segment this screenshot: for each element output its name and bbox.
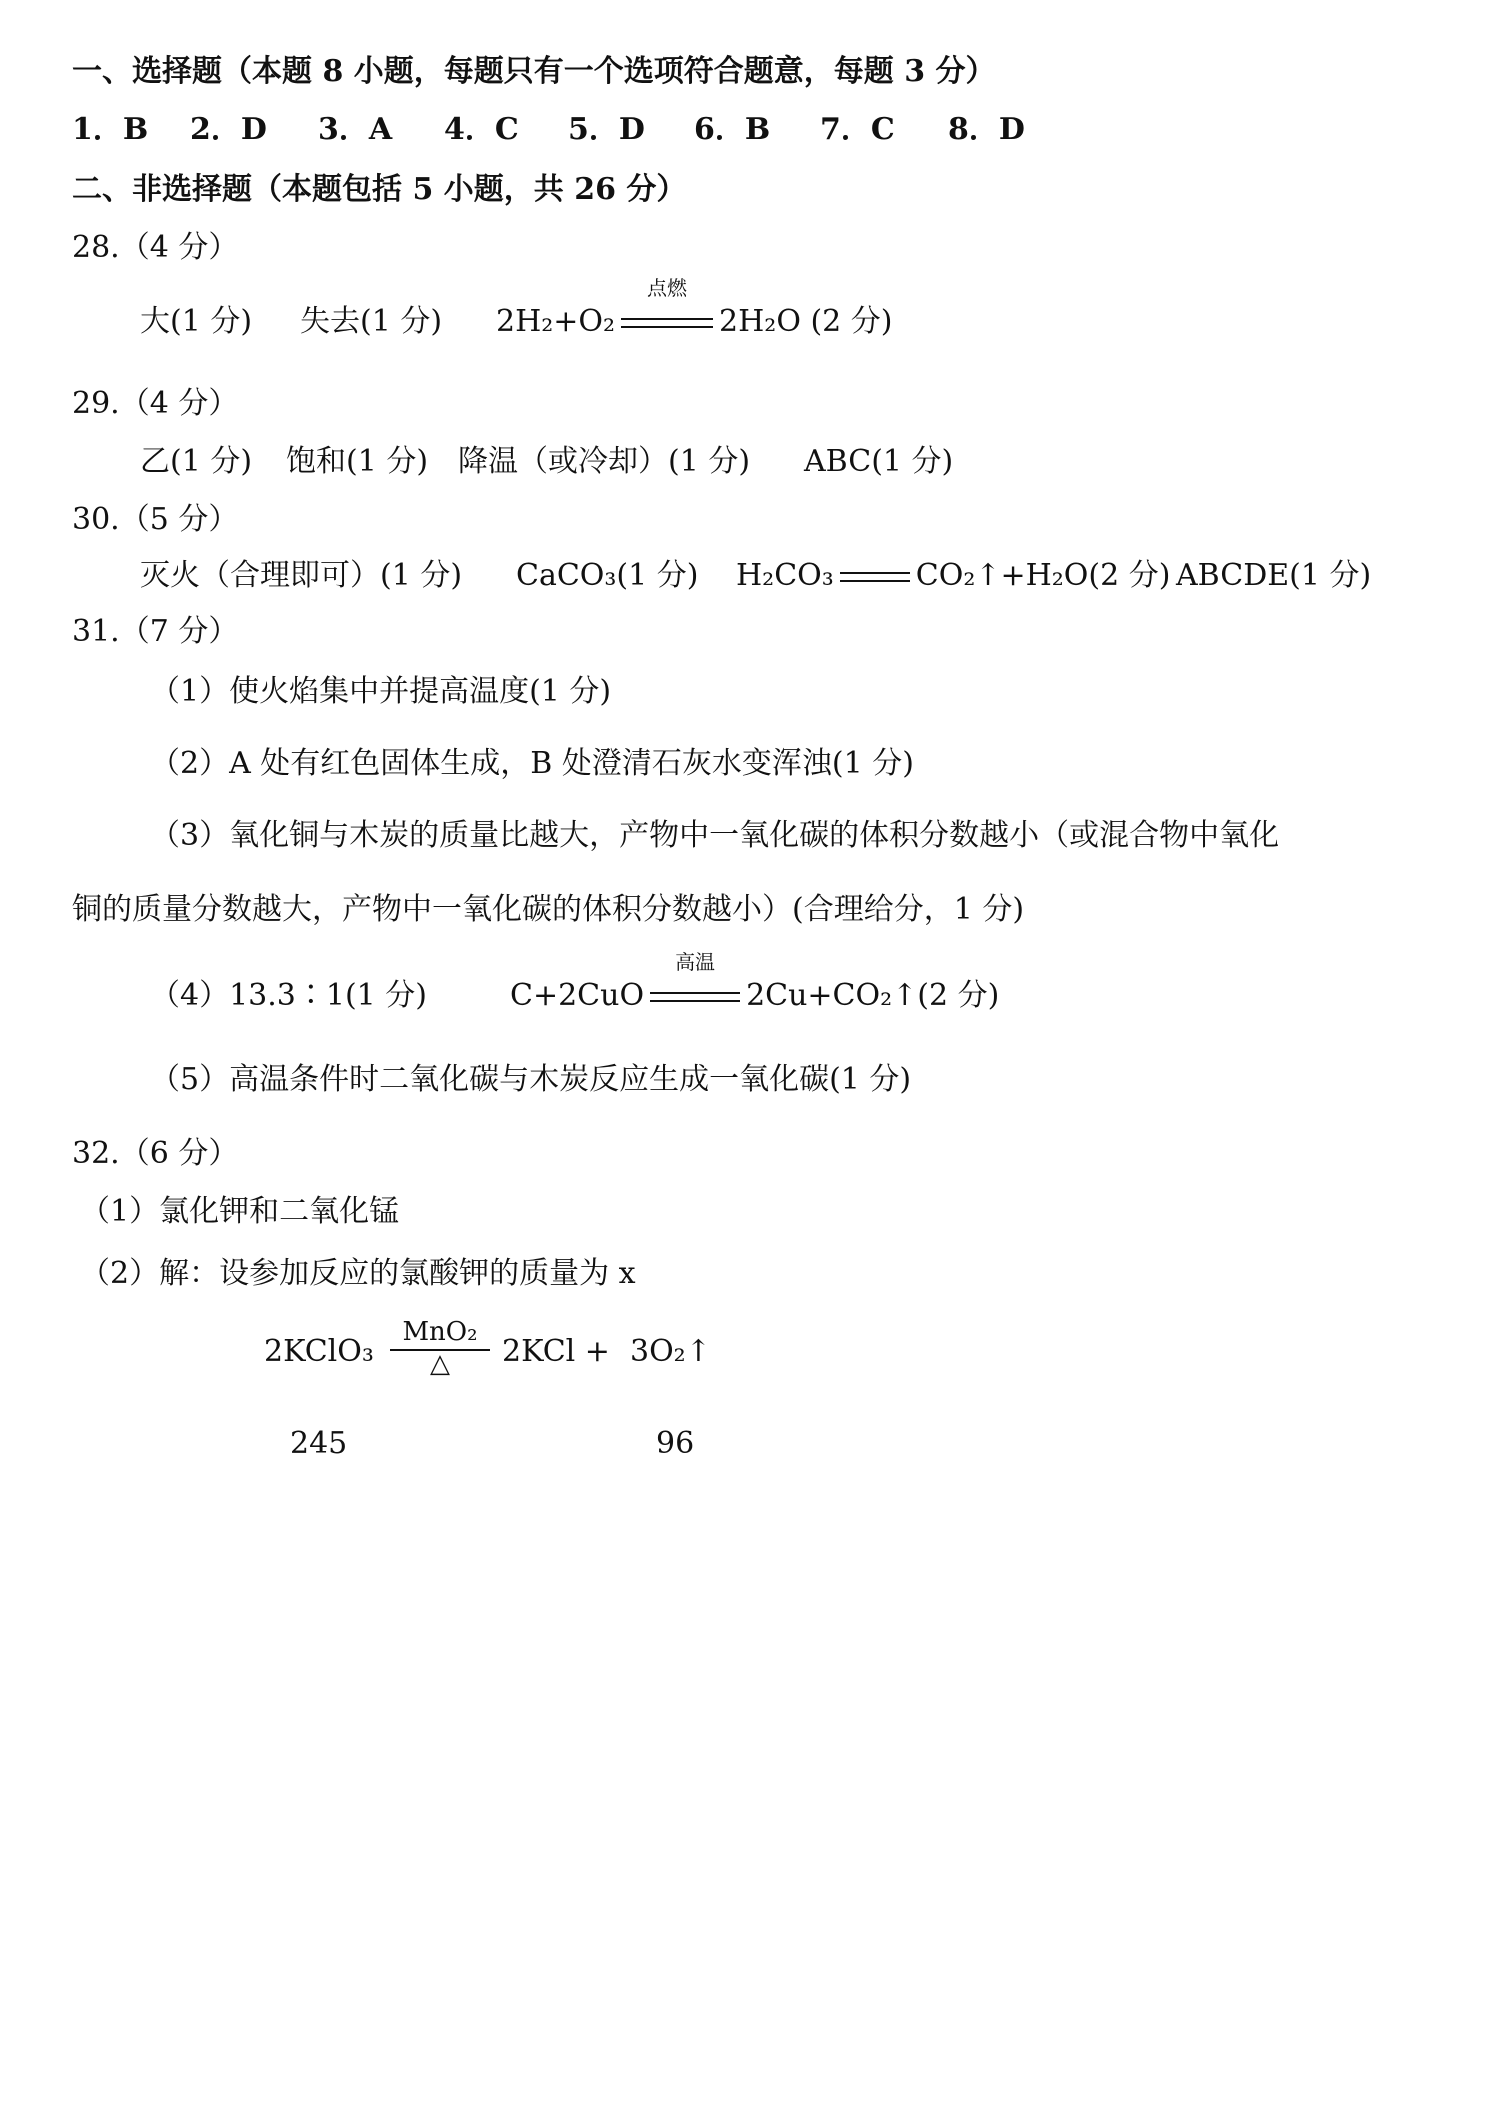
q30-equation	[736, 556, 1170, 596]
q31-part-4-ratio: （4）13.3∶1(1 分)	[150, 978, 428, 1013]
choice-answer-2: 2．D	[190, 112, 267, 147]
q31-eq-right: 2Cu+CO₂↑(2 分)	[746, 978, 1000, 1013]
section1-heading: 一、选择题（本题 8 小题，每题只有一个选项符合题意，每题 3 分）	[72, 54, 996, 89]
q32-eq-mid: 2KCl +	[502, 1334, 610, 1369]
q32-eq-catalyst: MnO₂	[402, 1317, 478, 1347]
q32-eq-left: 2KClO₃	[264, 1334, 374, 1369]
choice-answer-7: 7．C	[820, 112, 895, 147]
section2-heading: 二、非选择题（本题包括 5 小题，共 26 分）	[72, 172, 687, 207]
choice-answer-5: 5．D	[568, 112, 645, 147]
q31-part-3a: （3）氧化铜与木炭的质量比越大，产物中一氧化碳的体积分数越小（或混合物中氧化	[150, 818, 1280, 853]
q30-answer-1: 灭火（合理即可）(1 分)	[140, 558, 463, 593]
choice-answer-4: 4．C	[444, 112, 519, 147]
q28-eq-condition-arrow	[621, 276, 713, 342]
q32-mass-left: 245	[290, 1426, 348, 1461]
q29-answer-2: 饱和(1 分)	[286, 444, 429, 479]
q31-part-3b: 铜的质量分数越大，产物中一氧化碳的体积分数越小）(合理给分，1 分)	[72, 892, 1025, 927]
q31-label: 31.（7 分）	[72, 614, 239, 649]
q31-part-5: （5）高温条件时二氧化碳与木炭反应生成一氧化碳(1 分)	[150, 1062, 912, 1097]
q30-eq-left: H₂CO₃	[736, 558, 834, 593]
choice-answer-3: 3．A	[318, 112, 393, 147]
choice-answer-1: 1．B	[72, 112, 149, 147]
q30-label: 30.（5 分）	[72, 502, 239, 537]
q28-answers	[140, 276, 1040, 346]
q31-part-4-equation	[510, 950, 1000, 1016]
q31-eq-condition: 高温	[675, 950, 716, 974]
q28-eq-left: 2H₂+O₂	[496, 304, 616, 339]
double-line-icon	[840, 572, 910, 582]
q32-eq-condition	[382, 1318, 498, 1378]
q31-part-2: （2）A 处有红色固体生成，B 处澄清石灰水变浑浊(1 分)	[150, 746, 914, 781]
q32-eq-fraction	[390, 1318, 490, 1378]
q31-eq-left: C+2CuO	[510, 978, 645, 1013]
double-line-icon	[621, 318, 713, 328]
q30-eq-right: CO₂↑+H₂O(2 分)	[915, 558, 1171, 593]
q29-answer-4: ABC(1 分)	[804, 444, 954, 479]
q32-part-2: （2）解：设参加反应的氯酸钾的质量为 x	[80, 1256, 636, 1291]
q30-answers	[140, 556, 1400, 600]
q31-part-4	[150, 950, 1150, 1020]
q31-part-1: （1）使火焰集中并提高温度(1 分)	[150, 674, 612, 709]
q30-answer-4: ABCDE(1 分)	[1176, 558, 1372, 593]
q28-answer-2: 失去(1 分)	[300, 304, 443, 339]
choice-answers	[72, 110, 1172, 150]
q32-eq-right: 3O₂↑	[630, 1334, 711, 1369]
q29-answer-1: 乙(1 分)	[140, 444, 253, 479]
q28-answer-1: 大(1 分)	[140, 304, 253, 339]
q28-eq-condition: 点燃	[647, 276, 688, 300]
q28-label: 28.（4 分）	[72, 230, 239, 265]
q32-label: 32.（6 分）	[72, 1136, 239, 1171]
double-line-icon	[650, 992, 740, 1002]
q29-label: 29.（4 分）	[72, 386, 239, 421]
q28-eq-right: 2H₂O (2 分)	[719, 304, 893, 339]
q31-eq-condition-arrow	[650, 950, 740, 1016]
q32-eq-heat: △	[430, 1349, 450, 1379]
q32-part-1: （1）氯化钾和二氧化锰	[80, 1194, 400, 1229]
q30-eq-arrow	[840, 556, 910, 596]
q29-answer-3: 降温（或冷却）(1 分)	[458, 444, 751, 479]
choice-answer-8: 8．D	[948, 112, 1025, 147]
q30-answer-2: CaCO₃(1 分)	[516, 558, 699, 593]
q32-equation	[264, 1318, 964, 1388]
q29-answers	[140, 442, 1040, 486]
q28-equation	[496, 276, 893, 342]
choice-answer-6: 6．B	[694, 112, 771, 147]
q32-mass-right: 96	[656, 1426, 695, 1461]
